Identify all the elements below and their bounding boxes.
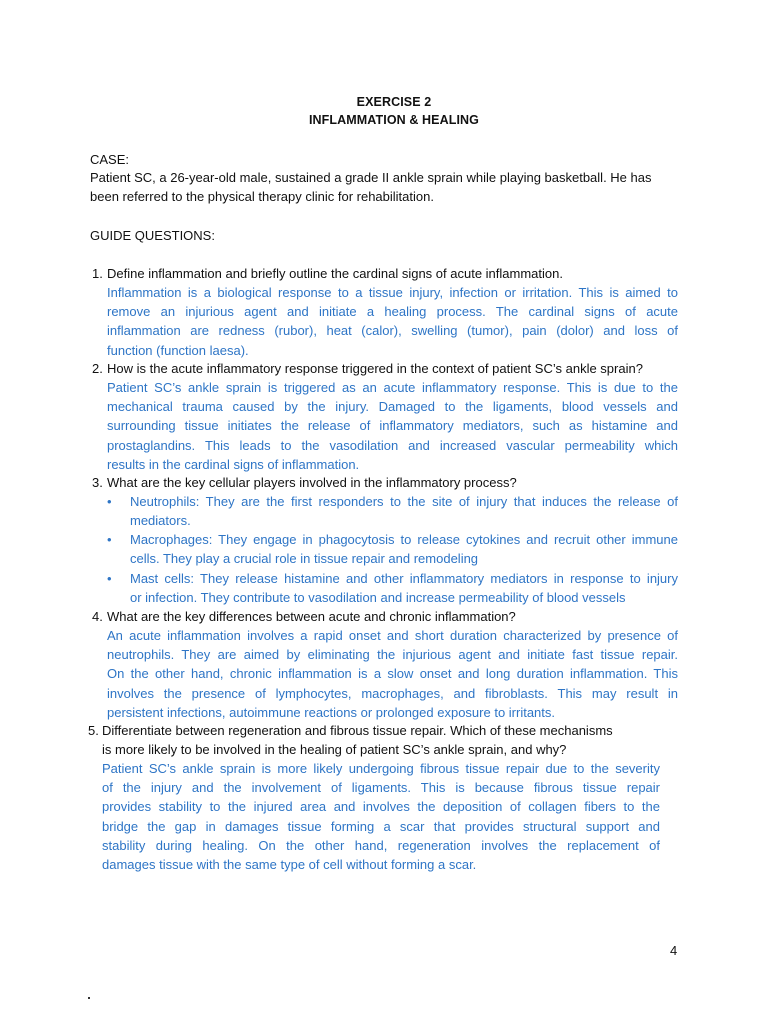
- answer-line: Patient SC’s ankle sprain is triggered as an acute inflammatory response. This is due to the: [107, 380, 678, 395]
- exercise-title: EXERCISE 2: [356, 95, 432, 109]
- answer-4: [107, 626, 678, 722]
- bullet-line: mediators.: [130, 513, 191, 529]
- answer-line: involves the presence of lymphocytes, macrophages, and fibroblasts. This may result in: [107, 685, 678, 701]
- question-text: What are the key differences between acute and chronic inflammation?: [107, 609, 516, 624]
- bullet-item-mast-cells: [130, 569, 678, 607]
- answer-1: [107, 283, 678, 360]
- answer-line: persistent infections, autoimmune reactions or prolonged exposure to irritants.: [107, 704, 556, 720]
- bullet-item-macrophages: [130, 530, 678, 568]
- bullet-line: cells. They play a crucial role in tissue repair and remodeling: [130, 551, 479, 567]
- case-label: CASE:: [90, 152, 130, 167]
- guide-questions-label: GUIDE QUESTIONS:: [90, 228, 215, 243]
- question-number: 4.: [92, 609, 103, 624]
- bullet-icon: •: [107, 571, 112, 586]
- question-text: What are the key cellular players involved in the inflammatory process?: [107, 475, 517, 490]
- case-line-1: Patient SC, a 26-year-old male, sustained a grade II ankle sprain while playing basketball. He has: [90, 170, 652, 185]
- bullet-line: or infection. They contribute to vasodilation and increase permeability of blood vessels: [130, 590, 626, 606]
- answer-line: On the other hand, chronic inflammation is a slow onset and long duration inflammation. This: [107, 666, 678, 682]
- answer-line: bridge the gap in damages tissue forming a scar that provides structural support and: [102, 818, 660, 834]
- answer-line: damages tissue with the same type of cell without forming a scar.: [102, 857, 477, 873]
- page-number: 4: [670, 943, 678, 958]
- bullet-item-neutrophils: [130, 492, 678, 530]
- question-text: is more likely to be involved in the healing of patient SC’s ankle sprain, and why?: [102, 742, 567, 757]
- question-number: 2.: [92, 361, 103, 376]
- case-line-2: been referred to the physical therapy clinic for rehabilitation.: [90, 189, 434, 204]
- answer-line: results in the cardinal signs of inflammation.: [107, 456, 360, 472]
- answer-line: inflammation are redness (rubor), heat (calor), swelling (tumor), pain (dolor) and loss of: [107, 323, 678, 339]
- answer-5: [102, 759, 660, 874]
- answer-line: prostaglandins. This leads to the vasodilation and increased vascular permeability which: [107, 437, 678, 453]
- answer-line: Inflammation is a biological response to a tissue injury, infection or irritation. This is aimed to: [107, 285, 678, 300]
- question-text: How is the acute inflammatory response triggered in the context of patient SC’s ankle sprain?: [107, 361, 643, 376]
- bullet-icon: •: [107, 494, 112, 509]
- bullet-line: Neutrophils: They are the first responders to the site of injury that induces the release of: [130, 494, 678, 509]
- answer-2: [107, 378, 678, 474]
- answer-line: mechanical trauma caused by the injury. Damaged to the ligaments, blood vessels and: [107, 399, 678, 415]
- answer-line: function (function laesa).: [107, 342, 249, 358]
- question-text: Differentiate between regeneration and fibrous tissue repair. Which of these mechanisms: [102, 723, 613, 738]
- answer-line: surrounding tissue initiates the release of inflammatory mediators, such as histamine and: [107, 418, 678, 434]
- question-number: 3.: [92, 475, 103, 490]
- answer-line: neutrophils. They are aimed by eliminating the injurious agent and initiate fast tissue repair.: [107, 647, 678, 663]
- answer-line: remove an injurious agent and initiate a healing process. The cardinal signs of acute: [107, 304, 678, 320]
- question-number: 5.: [88, 723, 99, 738]
- answer-line: Patient SC’s ankle sprain is more likely undergoing fibrous tissue repair due to the severity: [102, 761, 660, 776]
- bullet-line: Macrophages: They engage in phagocytosis to release cytokines and recruit other immune: [130, 532, 678, 547]
- answer-line: stability during healing. On the other hand, regeneration involves the replacement of: [102, 837, 660, 853]
- answer-line: provides stability to the injured area and involves the deposition of collagen fibers to the: [102, 799, 660, 815]
- topic-title: INFLAMMATION & HEALING: [308, 113, 479, 127]
- question-text: Define inflammation and briefly outline the cardinal signs of acute inflammation.: [107, 266, 563, 281]
- stray-mark: [88, 997, 90, 999]
- answer-line: An acute inflammation involves a rapid onset and short duration characterized by presence of: [107, 628, 678, 643]
- bullet-line: Mast cells: They release histamine and other inflammatory mediators in response to injury: [130, 571, 678, 586]
- answer-line: of the injury and the involvement of ligaments. This is because fibrous tissue repair: [102, 780, 660, 796]
- bullet-icon: •: [107, 532, 112, 547]
- question-number: 1.: [92, 266, 103, 281]
